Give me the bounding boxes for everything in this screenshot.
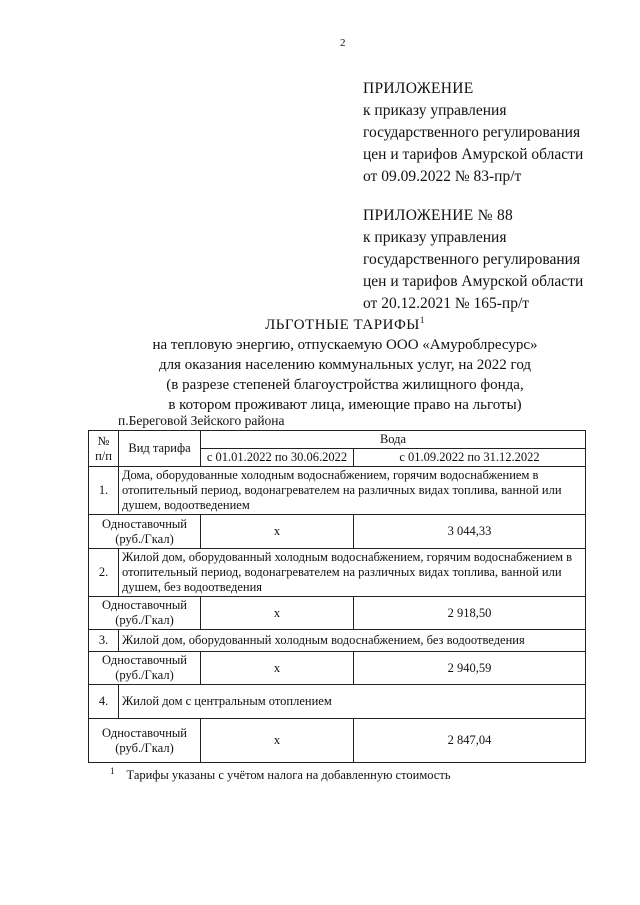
table-row [89,719,586,763]
appendix-block-1 [363,78,583,188]
tariff-label: Одноставочный (руб./Гкал) [89,719,201,763]
appendix-line: от 20.12.2021 № 165-пр/т [363,295,530,312]
subtitle-line: на тепловую энергию, отпускаемую ООО «Амуроблресурс» [152,337,538,353]
footnote [110,766,451,783]
tariff-value-period-2: 2 918,50 [354,597,586,630]
appendix-line: от 09.09.2022 № 83-пр/т [363,168,522,185]
subtitle-line: (в разрезе степеней благоустройства жилищного фонда, [166,377,524,393]
tariff-value-period-2: 2 847,04 [354,719,586,763]
row-number: 2. [89,549,119,597]
table-row [89,597,586,630]
header-group: Вода [201,431,586,449]
footnote-mark: 1 [110,766,115,776]
tariff-label: Одноставочный (руб./Гкал) [89,515,201,549]
tariff-label: Одноставочный (руб./Гкал) [89,652,201,685]
subtitle-line: в котором проживают лица, имеющие право на льготы) [168,397,522,413]
table-row [89,630,586,652]
header-period-2: с 01.09.2022 по 31.12.2022 [354,449,586,467]
tariff-value-period-2: 2 940,59 [354,652,586,685]
tariff-value-period-1: х [201,652,354,685]
appendix-block-2 [363,205,583,315]
tariff-table [88,430,586,763]
header-num: № п/п [89,431,119,467]
header-tariff-type: Вид тарифа [119,431,201,467]
title-text: ЛЬГОТНЫЕ ТАРИФЫ [265,317,420,333]
appendix-line: цен и тарифов Амурской области [363,273,584,290]
table-row [89,652,586,685]
tariff-label: Одноставочный (руб./Гкал) [89,597,201,630]
row-number: 1. [89,467,119,515]
location-label: п.Береговой Зейского района [118,413,285,428]
header-period-1: с 01.01.2022 по 30.06.2022 [201,449,354,467]
appendix-line: цен и тарифов Амурской области [363,146,584,163]
row-number: 4. [89,685,119,719]
appendix-line: к приказу управления [363,102,507,119]
row-description: Жилой дом, оборудованный холодным водоснабжением, горячим водоснабжением в отопительный период, водонагревателем на различных видах топлива, ванной или душем, без водоотведения [119,549,586,597]
tariff-value-period-1: х [201,597,354,630]
appendix-line: государственного регулирования [363,251,581,268]
footnote-mark: 1 [419,315,425,325]
page-number: 2 [340,37,346,49]
table-row [89,549,586,597]
table-row [89,467,586,515]
tariff-value-period-1: х [201,515,354,549]
appendix-heading: ПРИЛОЖЕНИЕ [363,80,474,97]
appendix-line: государственного регулирования [363,124,581,141]
subtitle-line: для оказания населению коммунальных услуг, на 2022 год [158,357,532,373]
row-number: 3. [89,630,119,652]
appendix-line: к приказу управления [363,229,507,246]
tariff-value-period-2: 3 044,33 [354,515,586,549]
document-title [95,310,595,335]
row-description: Жилой дом с центральным отоплением [119,685,586,719]
table-row [89,515,586,549]
footnote-text: Тарифы указаны с учётом налога на добавленную стоимость [126,768,451,783]
row-description: Дома, оборудованные холодным водоснабжением, горячим водоснабжением в отопительный период, водонагревателем на различных видах топлива, ванной или душем, водоотведением [119,467,586,515]
document-title-block [95,310,595,415]
table-header-row [89,431,586,449]
table-row [89,685,586,719]
tariff-value-period-1: х [201,719,354,763]
appendix-heading: ПРИЛОЖЕНИЕ № 88 [363,207,514,224]
row-description: Жилой дом, оборудованный холодным водоснабжением, без водоотведения [119,630,586,652]
